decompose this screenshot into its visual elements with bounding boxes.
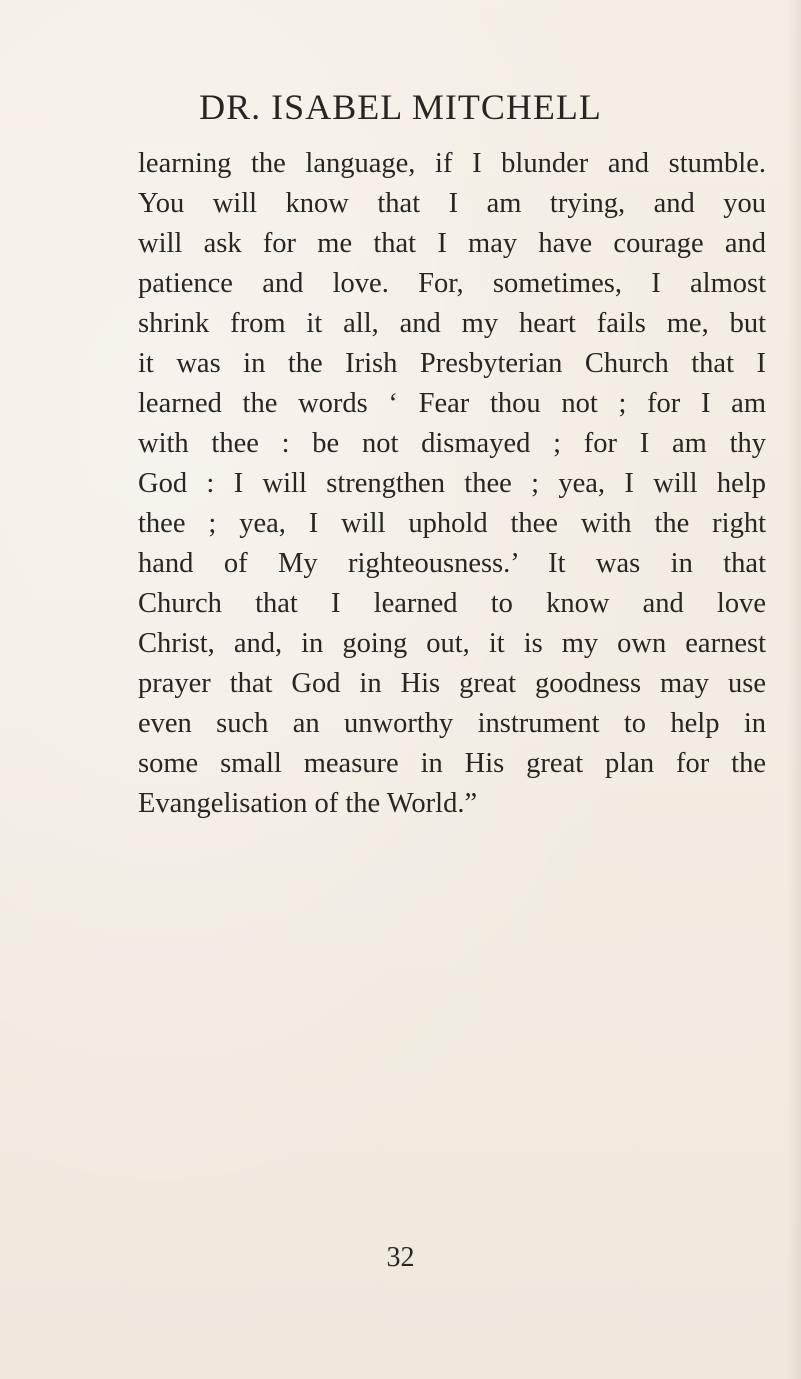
text-line: Church that I learned to know and love bbox=[138, 588, 766, 619]
text-line: will ask for me that I may have courage and bbox=[138, 228, 766, 259]
text-line-last: Evangelisation of the World.” bbox=[138, 788, 478, 819]
text-line: You will know that I am trying, and you bbox=[138, 188, 766, 219]
page-edge-shadow bbox=[787, 0, 801, 1379]
text-line: even such an unworthy instrument to help in bbox=[138, 708, 766, 739]
text-line: some small measure in His great plan for the bbox=[138, 748, 766, 779]
text-line: patience and love. For, sometimes, I almost bbox=[138, 268, 766, 299]
text-line: with thee : be not dismayed ; for I am thy bbox=[138, 428, 766, 459]
body-text bbox=[138, 144, 766, 824]
text-line: hand of My righteousness.’ It was in that bbox=[138, 548, 766, 579]
text-line: thee ; yea, I will uphold thee with the right bbox=[138, 508, 766, 539]
text-line: shrink from it all, and my heart fails me, but bbox=[138, 308, 766, 339]
text-line: it was in the Irish Presbyterian Church that I bbox=[138, 348, 766, 379]
page-number: 32 bbox=[386, 1242, 415, 1273]
text-line: Christ, and, in going out, it is my own earnest bbox=[138, 628, 766, 659]
text-line: prayer that God in His great goodness may use bbox=[138, 668, 766, 699]
text-line: learning the language, if I blunder and stumble. bbox=[138, 148, 766, 179]
text-line: God : I will strengthen thee ; yea, I will help bbox=[138, 468, 766, 499]
text-line: learned the words ‘ Fear thou not ; for I am bbox=[138, 388, 766, 419]
running-head: DR. ISABEL MITCHELL bbox=[199, 87, 602, 127]
